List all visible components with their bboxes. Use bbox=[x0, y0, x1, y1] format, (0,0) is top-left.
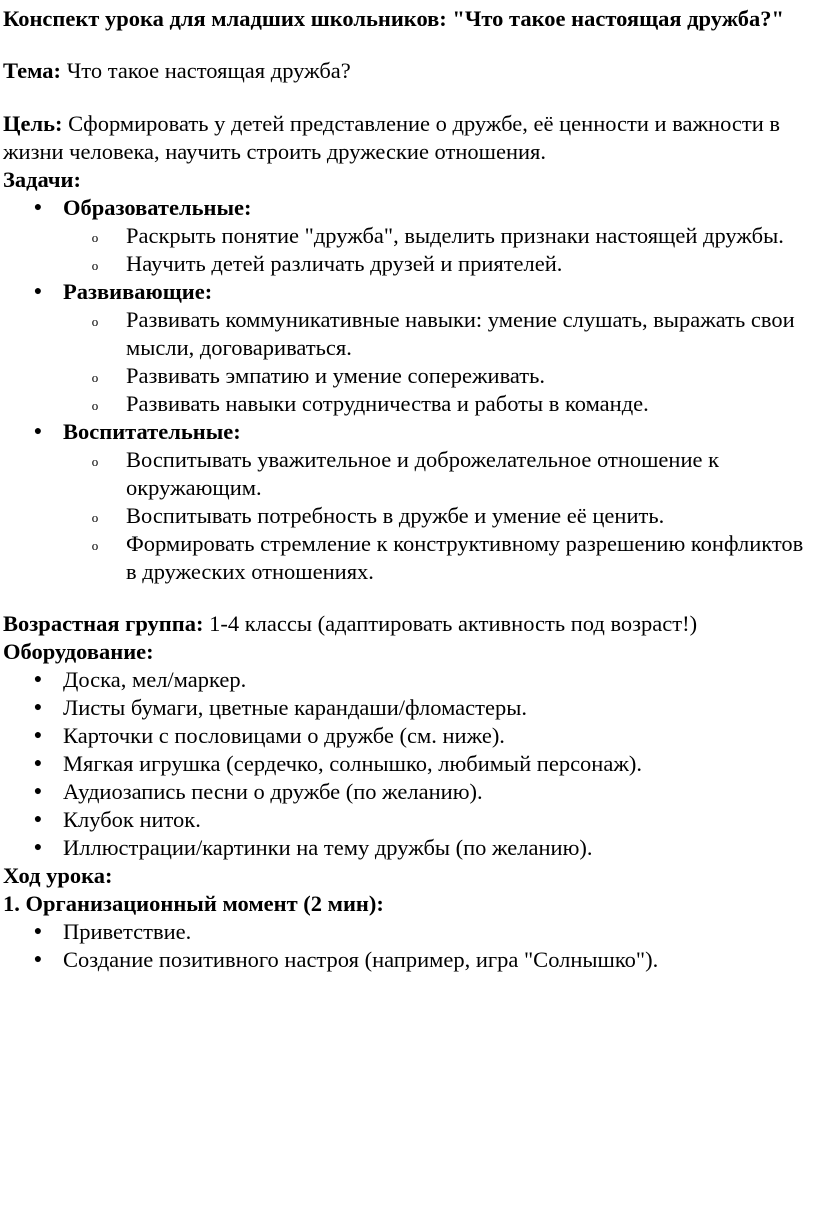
task-group-items bbox=[63, 446, 806, 586]
section-1-heading: 1. Организационный момент (2 мин): bbox=[3, 891, 384, 916]
list-item bbox=[63, 250, 806, 278]
bullet-circle-icon: o bbox=[91, 510, 99, 525]
task-group-label: Образовательные: bbox=[63, 195, 252, 220]
document-title: Конспект урока для младших школьников: "Что такое настоящая дружба?" bbox=[3, 6, 784, 31]
list-item-text: Листы бумаги, цветные карандаши/фломастеры. bbox=[63, 695, 527, 720]
bullet-dot-icon: ● bbox=[33, 728, 43, 743]
list-item bbox=[63, 362, 806, 390]
topic-label: Тема: bbox=[3, 58, 62, 83]
bullet-dot-icon: ● bbox=[33, 672, 43, 687]
list-item-text: Аудиозапись песни о дружбе (по желанию). bbox=[63, 779, 483, 804]
task-group-items bbox=[63, 306, 806, 418]
list-item-text: Иллюстрации/картинки на тему дружбы (по желанию). bbox=[63, 835, 593, 860]
task-group-developmental bbox=[3, 278, 806, 418]
list-item bbox=[3, 918, 806, 946]
age-group-value: 1-4 классы (адаптировать активность под возраст!) bbox=[209, 611, 698, 636]
bullet-dot-icon: ● bbox=[33, 812, 43, 827]
bullet-dot-icon: ● bbox=[33, 424, 43, 439]
list-item bbox=[3, 750, 806, 778]
list-item bbox=[3, 806, 806, 834]
list-item bbox=[3, 694, 806, 722]
goal-label: Цель: bbox=[3, 111, 63, 136]
bullet-dot-icon: ● bbox=[33, 840, 43, 855]
bullet-dot-icon: ● bbox=[33, 924, 43, 939]
age-group-line bbox=[3, 610, 806, 638]
list-item bbox=[3, 778, 806, 806]
list-item-text: Развивать навыки сотрудничества и работы в команде. bbox=[126, 391, 649, 416]
bullet-circle-icon: o bbox=[91, 398, 99, 413]
topic-value: Что такое настоящая дружба? bbox=[66, 58, 351, 83]
bullet-circle-icon: o bbox=[91, 370, 99, 385]
list-item-text: Мягкая игрушка (сердечко, солнышко, любимый персонаж). bbox=[63, 751, 643, 776]
task-group-label: Развивающие: bbox=[63, 279, 213, 304]
bullet-dot-icon: ● bbox=[33, 756, 43, 771]
list-item-text: Создание позитивного настроя (например, игра "Солнышко"). bbox=[63, 947, 659, 972]
bullet-dot-icon: ● bbox=[33, 952, 43, 967]
list-item-text: Доска, мел/маркер. bbox=[63, 667, 247, 692]
age-group-label: Возрастная группа: bbox=[3, 611, 204, 636]
list-item-text: Научить детей различать друзей и приятелей. bbox=[126, 251, 563, 276]
list-item bbox=[63, 222, 806, 250]
bullet-circle-icon: o bbox=[91, 538, 99, 553]
list-item-text: Карточки с пословицами о дружбе (см. ниже). bbox=[63, 723, 505, 748]
list-item-text: Клубок ниток. bbox=[63, 807, 201, 832]
bullet-circle-icon: o bbox=[91, 230, 99, 245]
section-1-list bbox=[3, 918, 806, 974]
equipment-list bbox=[3, 666, 806, 862]
list-item bbox=[63, 390, 806, 418]
bullet-dot-icon: ● bbox=[33, 700, 43, 715]
task-group-label: Воспитательные: bbox=[63, 419, 241, 444]
list-item bbox=[63, 446, 806, 502]
list-item bbox=[63, 306, 806, 362]
task-group-upbringing bbox=[3, 418, 806, 586]
equipment-heading: Оборудование: bbox=[3, 639, 154, 664]
task-group-educational bbox=[3, 194, 806, 278]
bullet-dot-icon: ● bbox=[33, 284, 43, 299]
tasks-heading: Задачи: bbox=[3, 167, 82, 192]
bullet-circle-icon: o bbox=[91, 258, 99, 273]
list-item-text: Приветствие. bbox=[63, 919, 192, 944]
list-item-text: Воспитывать уважительное и доброжелательное отношение к окружающим. bbox=[126, 447, 720, 500]
list-item bbox=[63, 530, 806, 586]
bullet-circle-icon: o bbox=[91, 454, 99, 469]
list-item-text: Развивать эмпатию и умение сопереживать. bbox=[126, 363, 546, 388]
task-group-items bbox=[63, 222, 806, 278]
list-item-text: Воспитывать потребность в дружбе и умение её ценить. bbox=[126, 503, 665, 528]
list-item-text: Развивать коммуникативные навыки: умение слушать, выражать свои мысли, договариваться. bbox=[126, 307, 795, 360]
goal-value: Сформировать у детей представление о дружбе, её ценности и важности в жизни человека, научить строить дружеские отношения. bbox=[3, 111, 781, 164]
list-item-text: Формировать стремление к конструктивному разрешению конфликтов в дружеских отношениях. bbox=[126, 531, 804, 584]
bullet-circle-icon: o bbox=[91, 314, 99, 329]
bullet-dot-icon: ● bbox=[33, 200, 43, 215]
lesson-flow-heading: Ход урока: bbox=[3, 863, 113, 888]
goal-line bbox=[3, 110, 806, 166]
list-item bbox=[3, 834, 806, 862]
list-item bbox=[63, 502, 806, 530]
list-item bbox=[3, 666, 806, 694]
list-item-text: Раскрыть понятие "дружба", выделить признаки настоящей дружбы. bbox=[126, 223, 784, 248]
topic-line bbox=[3, 57, 806, 85]
list-item bbox=[3, 722, 806, 750]
bullet-dot-icon: ● bbox=[33, 784, 43, 799]
list-item bbox=[3, 946, 806, 974]
tasks-list bbox=[3, 194, 806, 586]
